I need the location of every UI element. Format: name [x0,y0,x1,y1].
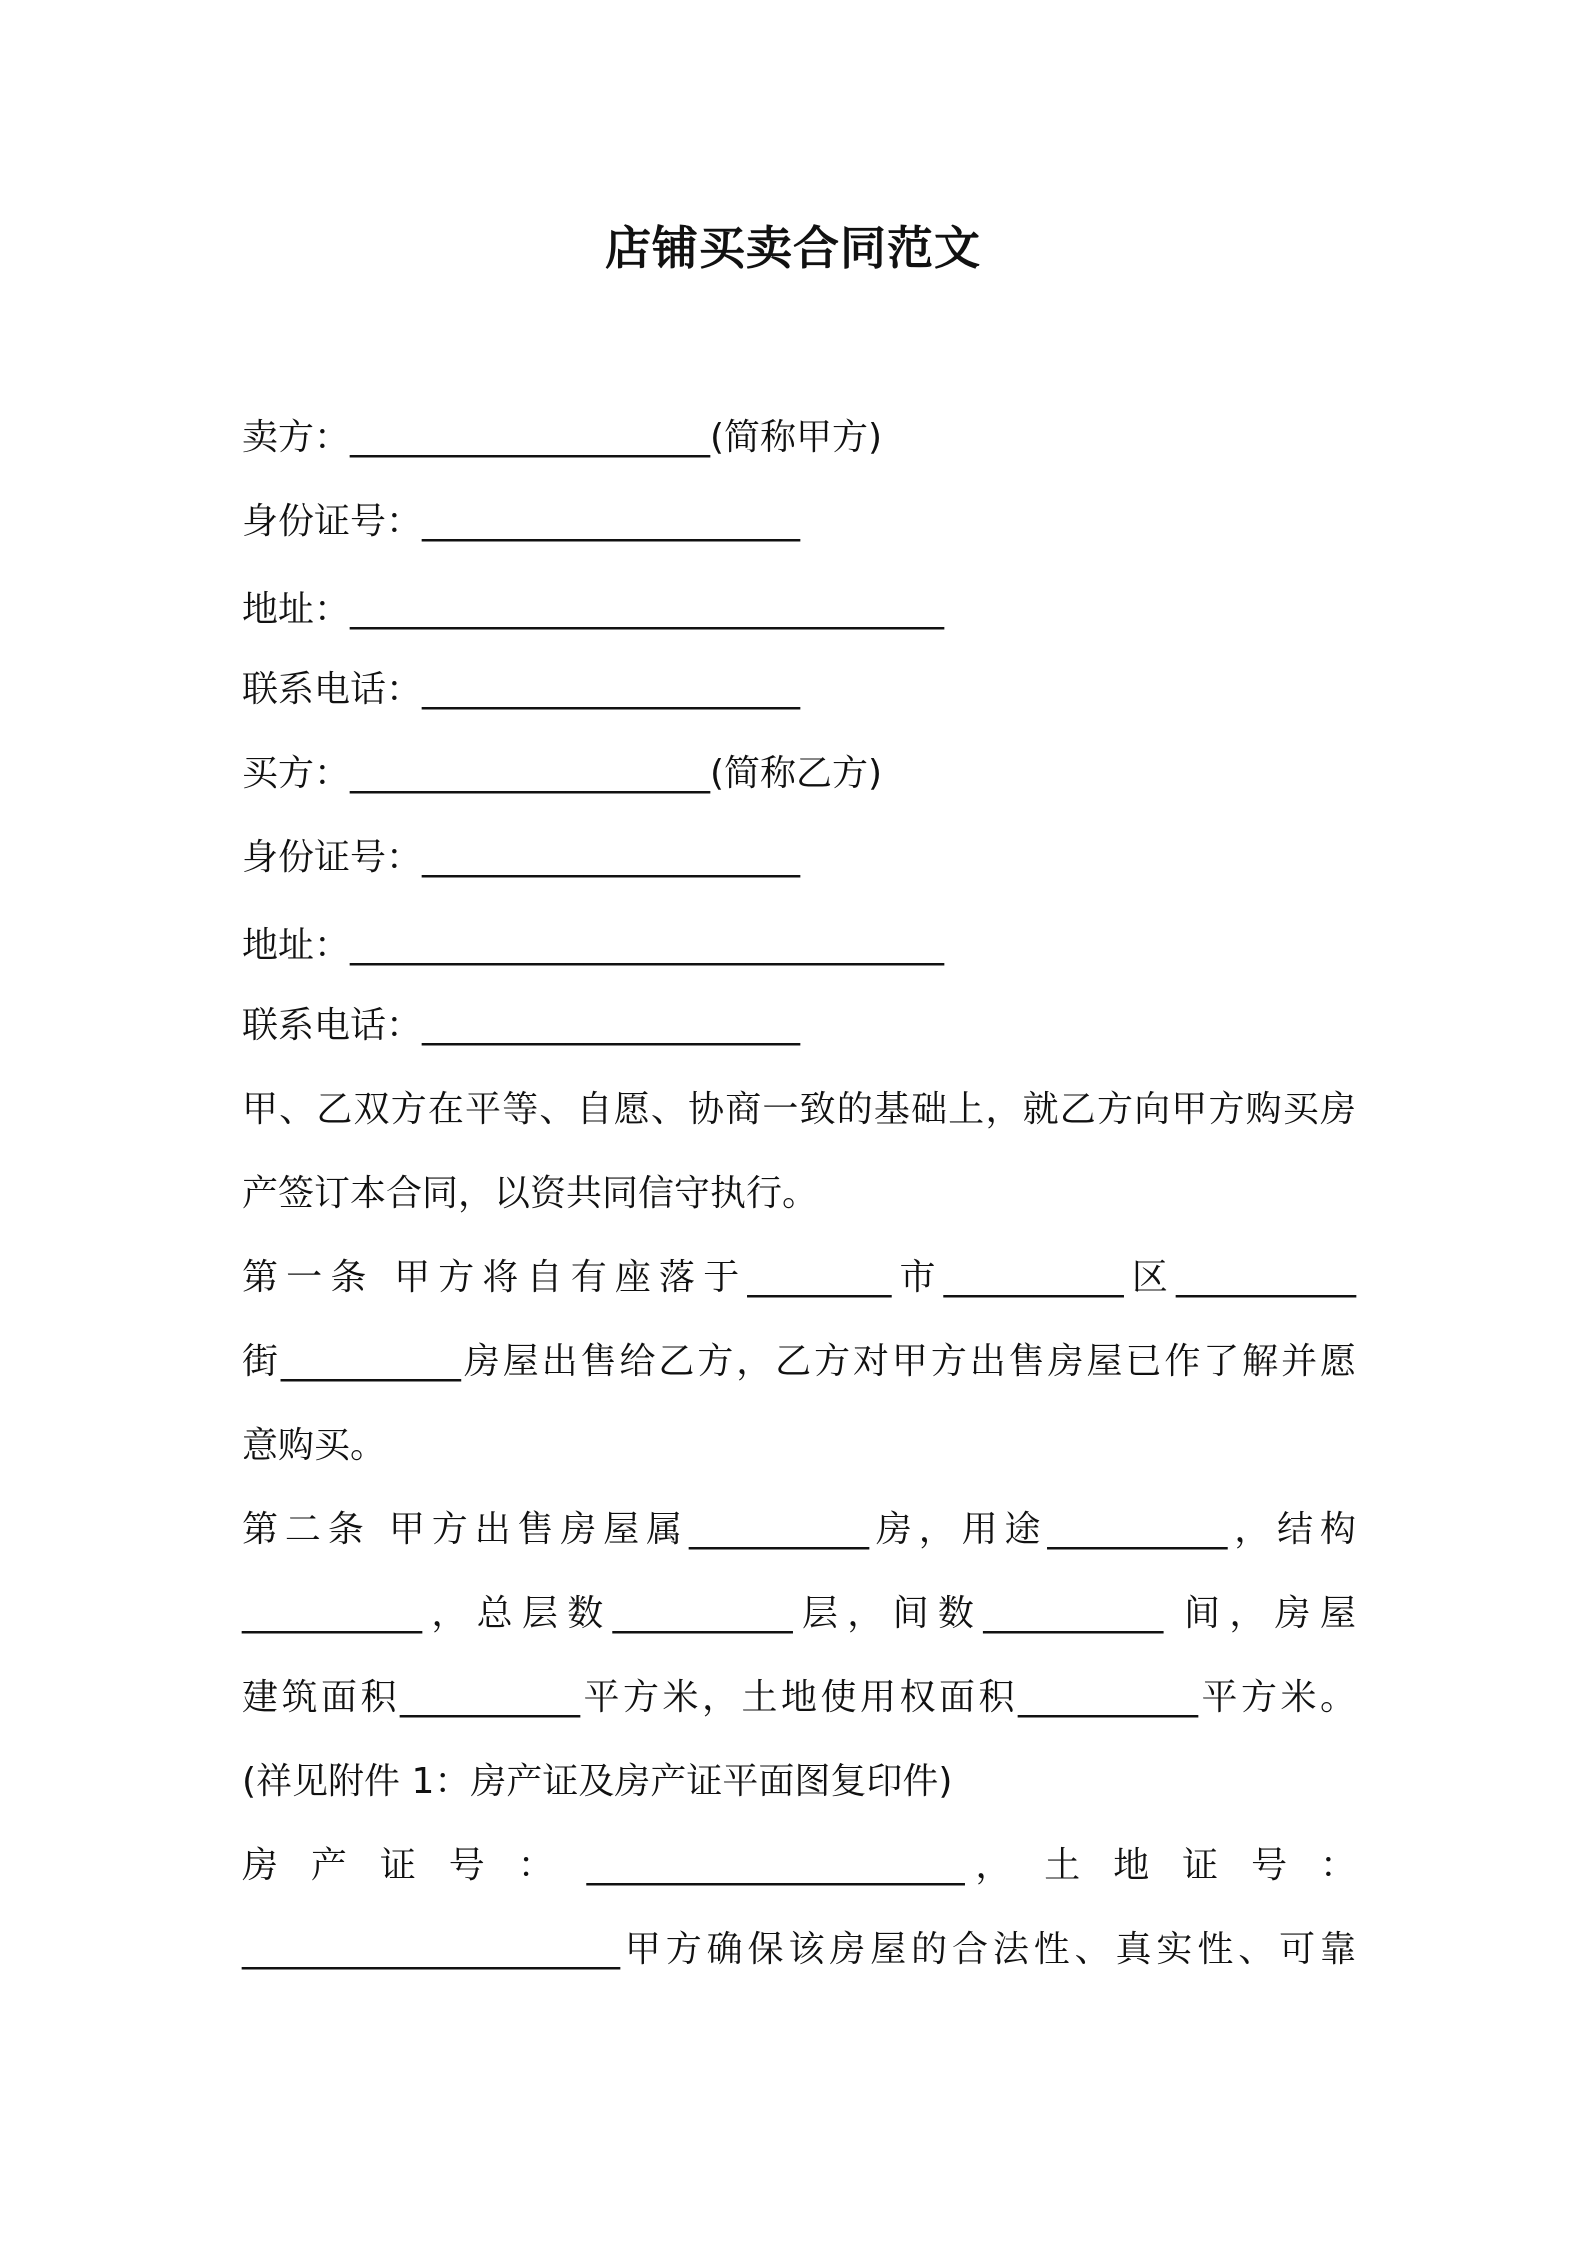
seller-phone-line: 联系电话：_____________________ [242,669,801,710]
article-2-line-3: 建筑面积__________平方米，土地使用权面积__________平方米。 [242,1677,1356,1718]
seller-name-line: 卖方：____________________(简称甲方) [242,417,883,458]
buyer-address-line: 地址：_________________________________ [242,925,945,966]
article-1-line-3: 意购买。 [242,1425,387,1466]
article-2-line-1: 第二条 甲方出售房屋属__________房，用途__________，结构 [242,1509,1356,1550]
seller-address-line: 地址：_________________________________ [242,589,945,630]
preamble-line-1: 甲、乙双方在平等、自愿、协商一致的基础上，就乙方向甲方购买房 [242,1089,1356,1130]
article-1-line-2: 街__________房屋出售给乙方，乙方对甲方出售房屋已作了解并愿 [242,1341,1356,1382]
article-2-line-4: (祥见附件 1：房产证及房产证平面图复印件) [242,1761,953,1802]
seller-id-line: 身份证号：_____________________ [242,501,801,542]
article-2-line-6: _____________________甲方确保该房屋的合法性、真实性、可靠 [242,1929,1356,1970]
article-1-line-1: 第一条 甲方将自有座落于________市__________区__________ [242,1257,1356,1298]
buyer-id-line: 身份证号：_____________________ [242,837,801,878]
article-2-line-5: 房 产 证 号 ： _____________________， 土 地 证 号 ： [242,1845,1356,1886]
preamble-line-2: 产签订本合同，以资共同信守执行。 [242,1173,819,1214]
document-title: 店铺买卖合同范文 [605,221,981,275]
article-2-line-2: __________，总层数__________层，间数__________ 间，房屋 [242,1593,1356,1634]
buyer-name-line: 买方：____________________(简称乙方) [242,753,883,794]
buyer-phone-line: 联系电话：_____________________ [242,1005,801,1046]
